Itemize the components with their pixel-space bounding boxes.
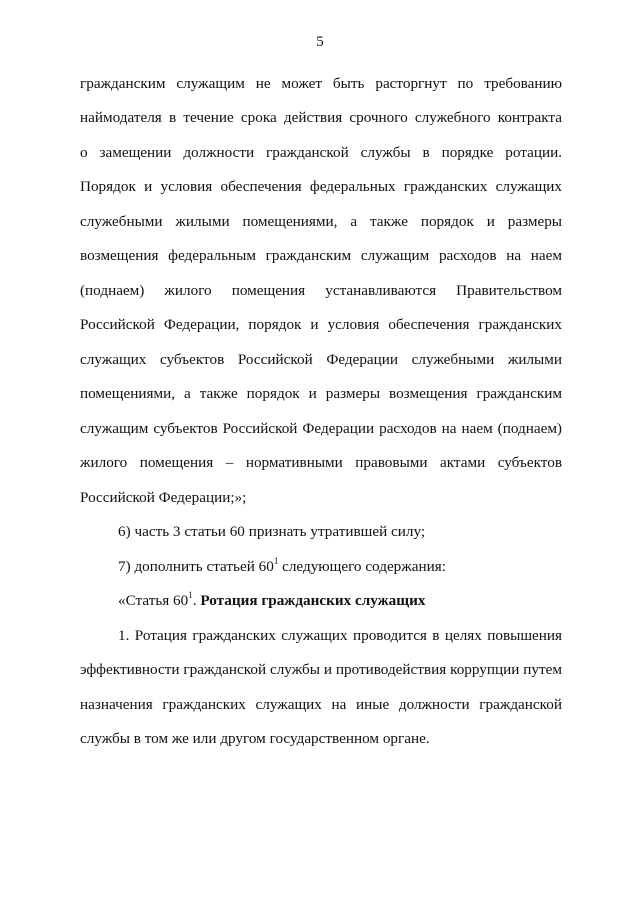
text-line: (поднаем) жилого помещения устанавливаются Правительством (80, 282, 562, 299)
text-line: служебными жилыми помещениями, а также порядок и размеры (80, 213, 562, 230)
text-line: службы в том же или другом государственном органе. (80, 730, 430, 747)
text-line: Российской Федерации, порядок и условия обеспечения гражданских (80, 316, 562, 333)
text-line: гражданским служащим не может быть расторгнут по требованию (80, 75, 562, 92)
text-line: эффективности гражданской службы и противодействия коррупции путем (80, 661, 562, 678)
page-number: 5 (316, 34, 324, 50)
text-line: Российской Федерации;»; (80, 489, 247, 506)
text-line: назначения гражданских служащих на иные должности гражданской (80, 696, 562, 713)
text-line: служащим субъектов Российской Федерации расходов на наем (поднаем) (80, 420, 562, 437)
text-line: служащих субъектов Российской Федерации служебными жилыми (80, 351, 562, 368)
article-title: Ротация гражданских служащих (200, 592, 426, 609)
text-line: 1. Ротация гражданских служащих проводится в целях повышения (118, 627, 562, 644)
text-line: помещениями, а также порядок и размеры возмещения гражданским (80, 385, 562, 402)
text-line: жилого помещения – нормативными правовыми актами субъектов (80, 454, 562, 471)
list-item: 6) часть 3 статьи 60 признать утратившей силу; (118, 523, 426, 540)
text-line: возмещения федеральным гражданским служащим расходов на наем (80, 247, 562, 264)
text-line: Порядок и условия обеспечения федеральных гражданских служащих (80, 178, 562, 195)
text-line: о замещении должности гражданской службы в порядке ротации. (80, 144, 562, 161)
article-heading: «Статья $60^1$. Ротация гражданских служащих (118, 590, 426, 609)
list-item: 7) дополнить статьей $60^1$ следующего содержания: (118, 556, 446, 575)
text-line: наймодателя в течение срока действия срочного служебного контракта (80, 109, 562, 126)
